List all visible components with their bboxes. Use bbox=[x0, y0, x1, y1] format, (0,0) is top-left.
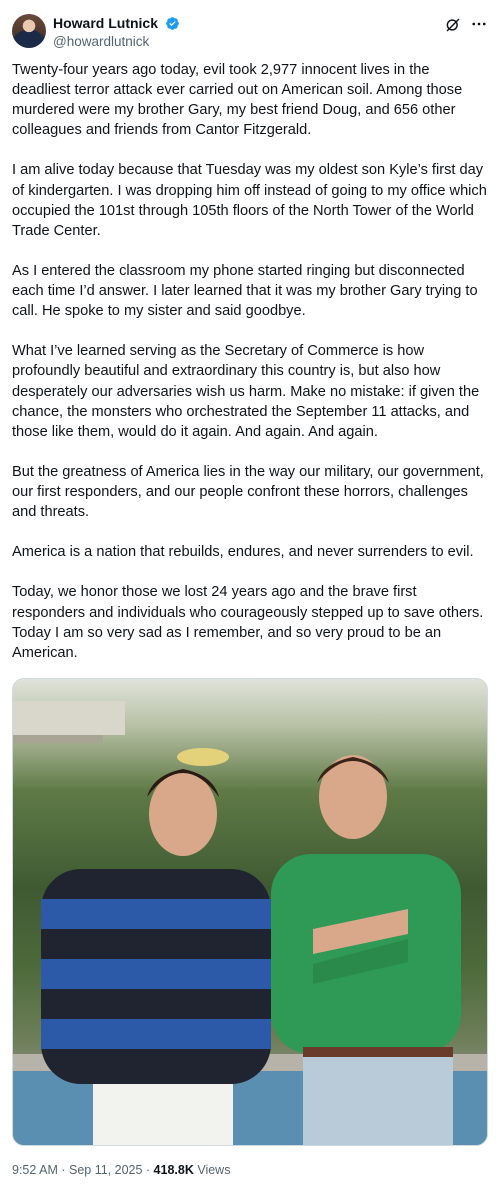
post-date[interactable]: Sep 11, 2025 bbox=[68, 1163, 143, 1177]
author-display-name[interactable]: Howard Lutnick bbox=[53, 15, 159, 32]
post-meta bbox=[12, 1162, 230, 1178]
post-photo[interactable] bbox=[12, 678, 488, 1146]
views-count[interactable]: 418.8K bbox=[153, 1163, 194, 1177]
grok-icon[interactable] bbox=[444, 16, 462, 34]
avatar[interactable] bbox=[12, 14, 46, 48]
author-names bbox=[53, 15, 180, 50]
meta-separator: · bbox=[57, 1163, 69, 1177]
verified-badge-icon bbox=[165, 16, 180, 31]
post-header bbox=[12, 12, 488, 52]
author-handle[interactable]: @howardlutnick bbox=[53, 34, 150, 49]
views-label: Views bbox=[193, 1163, 231, 1177]
photo-illustration bbox=[13, 679, 488, 1146]
post-text: Twenty-four years ago today, evil took 2,977 innocent lives in the deadliest terror attack ever carried out on American soil. Among those murdered were my brother Gary, my best friend Doug, and 656 other colleagues and friends from Cantor Fitzgerald. I am alive today because that Tuesday was my oldest son Kyle’s first day of kindergarten. I was dropping him off instead of going to my office which occupied the 101st through 105th floors of the North Tower of the World Trade Center. As I entered the classroom my phone started ringing but disconnected each time I’d answer. I later learned that it was my brother Gary trying to call. He spoke to my sister and said goodbye. What I’ve learned serving as the Secretary of Commerce is how profoundly beautiful and extraordinary this country is, but also how desperately our adversaries wish us harm. Make no mistake: if given the chance, the monsters who orchestrated the September 11 attacks, and those like them, would do it again. And again. And again. But the greatness of America lies in the way our military, our government, our first responders, and our people confront these horrors, challenges and threats. America is a nation that rebuilds, endures, and never surrenders to evil. Today, we honor those we lost 24 years ago and the brave first responders and individuals who courageously stepped up to save others. Today I am so very sad as I remember, and so very proud to be an American. bbox=[12, 62, 487, 661]
more-icon[interactable] bbox=[470, 15, 488, 33]
post-time[interactable]: 9:52 AM bbox=[12, 1163, 58, 1177]
meta-separator: · bbox=[142, 1163, 154, 1177]
